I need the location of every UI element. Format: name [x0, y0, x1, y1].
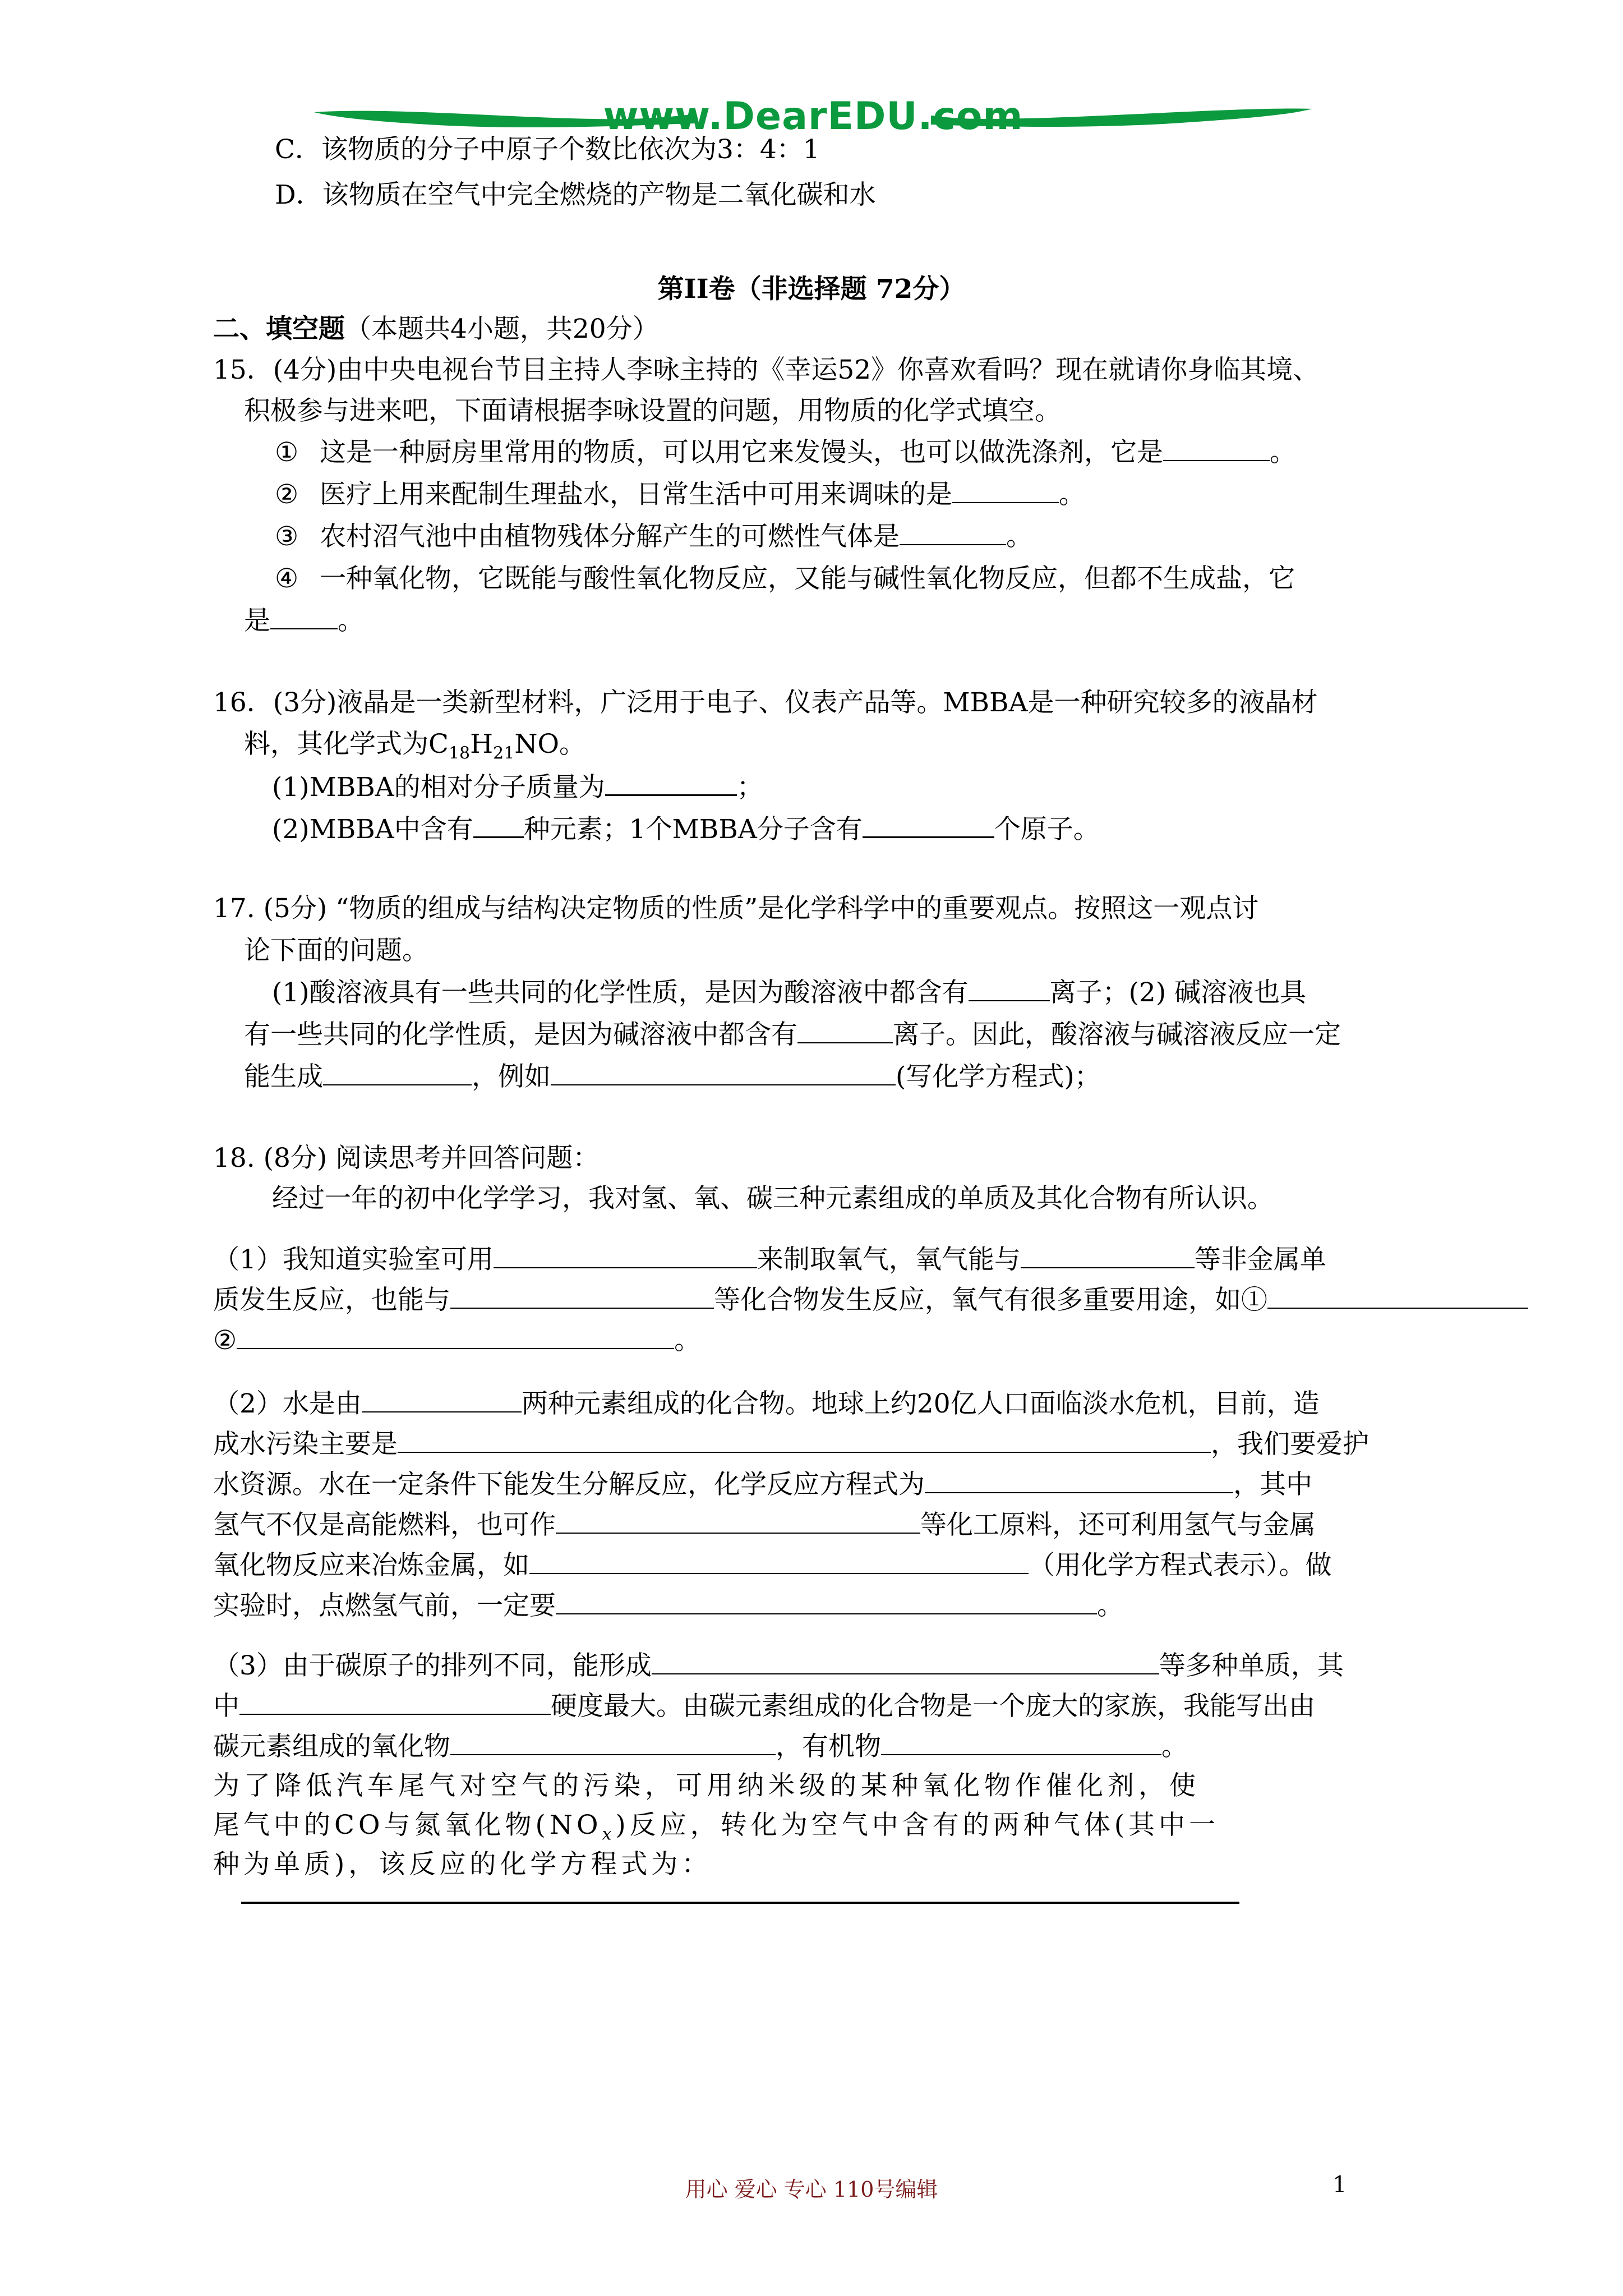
q18-p1-l3-a: ②: [213, 1325, 237, 1356]
q15-item-3-mark: ③: [275, 521, 299, 552]
q15-item-2-mark: ②: [275, 479, 299, 510]
q18-p2-line-1: [213, 1387, 1320, 1421]
q18-p2-l6-a: 实验时，点燃氢气前，一定要: [213, 1590, 556, 1621]
q18-blank-use-2[interactable]: [237, 1326, 674, 1349]
q18-line-2: 经过一年的初中化学学习，我对氢、氧、碳三种元素组成的单质及其化合物有所认识。: [272, 1183, 1274, 1214]
section-heading: [213, 312, 659, 346]
q15-item-4-mark: ④: [275, 563, 299, 594]
q17-blank-product[interactable]: [323, 1062, 472, 1085]
q16-sub-2: [272, 812, 1100, 846]
q15-item-1-blank[interactable]: [1163, 438, 1270, 461]
q18-p3-l3-a: 碳元素组成的氧化物: [213, 1731, 450, 1762]
q18-p1-l3-b: 。: [674, 1325, 701, 1356]
q18-p1-l1-c: 等非金属单: [1194, 1244, 1326, 1275]
q17-blank-equation[interactable]: [551, 1062, 896, 1085]
q15-item-4-text: 一种氧化物，它既能与酸性氧化物反应，又能与碱性氧化物反应，但都不生成盐，它: [320, 563, 1295, 594]
q15-item-4: [275, 562, 1295, 596]
q18-p1-line-1: [213, 1243, 1326, 1277]
section-heading-label: 二、填空题: [213, 314, 345, 344]
footer-text: 用心 爱心 专心 110号编辑: [685, 2177, 938, 2202]
q16-sub-2-blank-2[interactable]: [863, 812, 994, 838]
q17-line-2: 论下面的问题。: [244, 935, 428, 966]
q18-p3-line-6: 种为单质)，该反应的化学方程式为：: [213, 1849, 712, 1880]
q14-option-c: C．该物质的分子中原子个数比依次为3：4：1: [275, 134, 820, 165]
q17-blank-base-ion[interactable]: [797, 1020, 893, 1043]
q18-p2-line-3: [213, 1468, 1312, 1502]
q18-p2-l4-b: 等化工原料，还可利用氢气与金属: [920, 1510, 1316, 1540]
q15-line-2: 积极参与进来吧，下面请根据李咏设置的问题，用物质的化学式填空。: [244, 395, 1061, 426]
q18-blank-oxygen-source[interactable]: [494, 1245, 757, 1268]
q15-item-3-blank[interactable]: [900, 522, 1006, 545]
q18-p2-l1-a: （2）水是由: [213, 1388, 362, 1419]
q17-line-3-b: 离子；(2) 碱溶液也具: [1049, 977, 1307, 1008]
q17-line-4-b: 离子。因此，酸溶液与碱溶液反应一定: [893, 1019, 1341, 1050]
q18-blank-pollution[interactable]: [398, 1429, 1211, 1453]
q16-line-1: 16．(3分)液晶是一类新型材料，广泛用于电子、仪表产品等。MBBA是一种研究较多的液晶材: [213, 687, 1318, 718]
q15-item-1: [275, 436, 1296, 470]
q18-p2-l3-a: 水资源。水在一定条件下能发生分解反应，化学反应方程式为: [213, 1469, 925, 1500]
q18-p2-l6-b: 。: [1097, 1590, 1123, 1621]
q18-p2-line-6: [213, 1589, 1123, 1623]
q18-p2-line-5: [213, 1549, 1332, 1582]
q18-p2-l4-a: 氢气不仅是高能燃料，也可作: [213, 1510, 556, 1540]
q18-blank-use-1[interactable]: [1267, 1285, 1528, 1309]
q18-blank-compound[interactable]: [450, 1285, 714, 1309]
q15-item-1-end: 。: [1270, 437, 1296, 468]
q15-item-1-text: 这是一种厨房里常用的物质，可以用它来发馒头，也可以做洗涤剂，它是: [320, 437, 1163, 468]
q17-blank-acid-ion[interactable]: [969, 978, 1050, 1001]
q15-line-1: 15．(4分)由中央电视台节目主持人李咏主持的《幸运52》你喜欢看吗？现在就请你身临其境、: [213, 355, 1320, 385]
q16-line-2: [244, 728, 585, 770]
q18-p2-l3-b: ，其中: [1233, 1469, 1312, 1500]
q15-item-2: [275, 478, 1085, 512]
q17-line-5: [244, 1060, 1101, 1094]
q18-p3-l1-a: （3）由于碳原子的排列不同，能形成: [213, 1650, 652, 1681]
q18-p1-l2-b: 等化合物发生反应，氧气有很多重要用途，如①: [714, 1285, 1267, 1315]
q15-item-2-end: 。: [1059, 479, 1085, 510]
q17-line-4-a: 有一些共同的化学性质，是因为碱溶液中都含有: [244, 1019, 797, 1050]
part2-title: 第II卷（非选择题 72分）: [657, 274, 966, 305]
q16-formula-mid: H: [470, 729, 494, 760]
q17-line-5-a: 能生成: [244, 1061, 323, 1092]
q18-blank-metal-equation[interactable]: [529, 1550, 1029, 1574]
q18-blank-water-elements[interactable]: [362, 1389, 522, 1412]
q16-formula-end: NO。: [514, 729, 586, 760]
q18-p2-l1-b: 两种元素组成的化合物。地球上约20亿人口面临淡水危机，目前，造: [521, 1388, 1320, 1419]
q18-p2-l5-a: 氧化物反应来冶炼金属，如: [213, 1550, 529, 1581]
q18-p2-l2-a: 成水污染主要是: [213, 1429, 398, 1460]
q18-p1-line-3: [213, 1324, 700, 1358]
q18-p3-l5-a: 尾气中的CO与氮氧化物(NO: [213, 1810, 602, 1841]
q18-p1-l1-b: 来制取氧气，氧气能与: [757, 1244, 1021, 1275]
page-number: 1: [1332, 2172, 1347, 2198]
q15-item-4-blank[interactable]: [270, 606, 338, 629]
q14-option-d: D．该物质在空气中完全燃烧的产物是二氧化碳和水: [275, 180, 876, 210]
q18-p3-l1-b: 等多种单质，其: [1159, 1650, 1344, 1681]
q18-p3-l2-b: 硬度最大。由碳元素组成的化合物是一个庞大的家族，我能写出由: [551, 1691, 1315, 1722]
q16-sub-2-b: 种元素；1个MBBA分子含有: [523, 814, 863, 845]
q18-p3-line-1: [213, 1649, 1344, 1683]
q18-p1-l2-a: 质发生反应，也能与: [213, 1285, 450, 1315]
q16-formula-sub-1: 18: [448, 743, 471, 763]
q16-sub-2-a: (2)MBBA中含有: [272, 814, 473, 845]
q18-p3-line-2: [213, 1690, 1315, 1723]
q15-item-1-mark: ①: [275, 437, 299, 468]
q18-blank-nonmetal[interactable]: [1021, 1245, 1195, 1268]
q15-item-4-end: 。: [338, 605, 364, 636]
q18-p3-l3-c: 。: [1161, 1731, 1188, 1762]
q16-sub-1: [272, 770, 763, 804]
q18-p3-l3-b: ，有机物: [776, 1731, 881, 1762]
q18-blank-safety[interactable]: [556, 1591, 1097, 1614]
q18-p3-line-4: 为了降低汽车尾气对空气的污染，可用纳米级的某种氧化物作催化剂，使: [213, 1770, 1200, 1801]
q18-blank-carbon-elements[interactable]: [652, 1651, 1159, 1674]
q15-item-3: [275, 520, 1032, 554]
q16-sub-1-text: (1)MBBA的相对分子质量为: [272, 772, 605, 803]
q17-line-3: [272, 976, 1306, 1010]
q18-p3-l5-sub: x: [602, 1824, 616, 1844]
q18-p2-l2-b: ，我们要爱护: [1211, 1429, 1369, 1460]
q16-sub-1-blank[interactable]: [605, 770, 737, 796]
q18-blank-water-equation[interactable]: [925, 1470, 1233, 1493]
q18-p2-l5-b: （用化学方程式表示）。做: [1029, 1550, 1332, 1581]
q15-item-2-text: 医疗上用来配制生理盐水，日常生活中可用来调味的是: [320, 479, 952, 510]
q16-formula-sub-2: 21: [493, 743, 515, 763]
section-heading-note: （本题共4小题，共20分）: [345, 314, 659, 344]
q15-item-3-end: 。: [1006, 521, 1032, 552]
q17-line-5-c: (写化学方程式)；: [896, 1061, 1101, 1092]
q18-blank-carbon-oxide[interactable]: [450, 1732, 776, 1755]
q18-answer-line[interactable]: [241, 1902, 1239, 1904]
q15-item-4-cont: [244, 604, 364, 638]
q15-item-3-text: 农村沼气池中由植物残体分解产生的可燃性气体是: [320, 521, 900, 552]
q17-line-1: 17. (5分) “物质的组成与结构决定物质的性质”是化学科学中的重要观点。按照这一观点讨: [213, 893, 1259, 924]
q18-p2-line-2: [213, 1428, 1369, 1461]
q18-p3-line-5: [213, 1809, 1219, 1851]
site-banner-text: www.DearEDU.com: [603, 94, 1023, 139]
q18-p1-line-2: [213, 1283, 1528, 1317]
q17-line-3-a: (1)酸溶液具有一些共同的化学性质，是因为酸溶液中都含有: [272, 977, 969, 1008]
q16-sub-2-blank-1[interactable]: [473, 812, 524, 838]
q18-p1-l1-a: （1）我知道实验室可用: [213, 1244, 494, 1275]
q16-line-2-text: 料，其化学式为C: [244, 729, 449, 760]
q16-sub-2-c: 个原子。: [994, 814, 1100, 845]
q18-p3-line-3: [213, 1730, 1188, 1764]
q16-sub-1-end: ；: [736, 772, 763, 803]
q15-item-2-blank[interactable]: [952, 480, 1059, 503]
q15-item-4-cont-text: 是: [244, 605, 270, 636]
q18-blank-hydrogen-use[interactable]: [556, 1510, 920, 1534]
q18-p2-line-4: [213, 1508, 1316, 1542]
q18-line-1: 18. (8分) 阅读思考并回答问题：: [213, 1143, 600, 1174]
q17-line-5-b: ，例如: [472, 1061, 551, 1092]
q18-p3-l2-a: 中: [213, 1691, 239, 1722]
q18-blank-organic[interactable]: [881, 1732, 1161, 1755]
q18-p3-l5-b: )反应，转化为空气中含有的两种气体(其中一: [615, 1810, 1220, 1841]
q17-line-4: [244, 1018, 1341, 1052]
q18-blank-hardest[interactable]: [239, 1691, 551, 1715]
